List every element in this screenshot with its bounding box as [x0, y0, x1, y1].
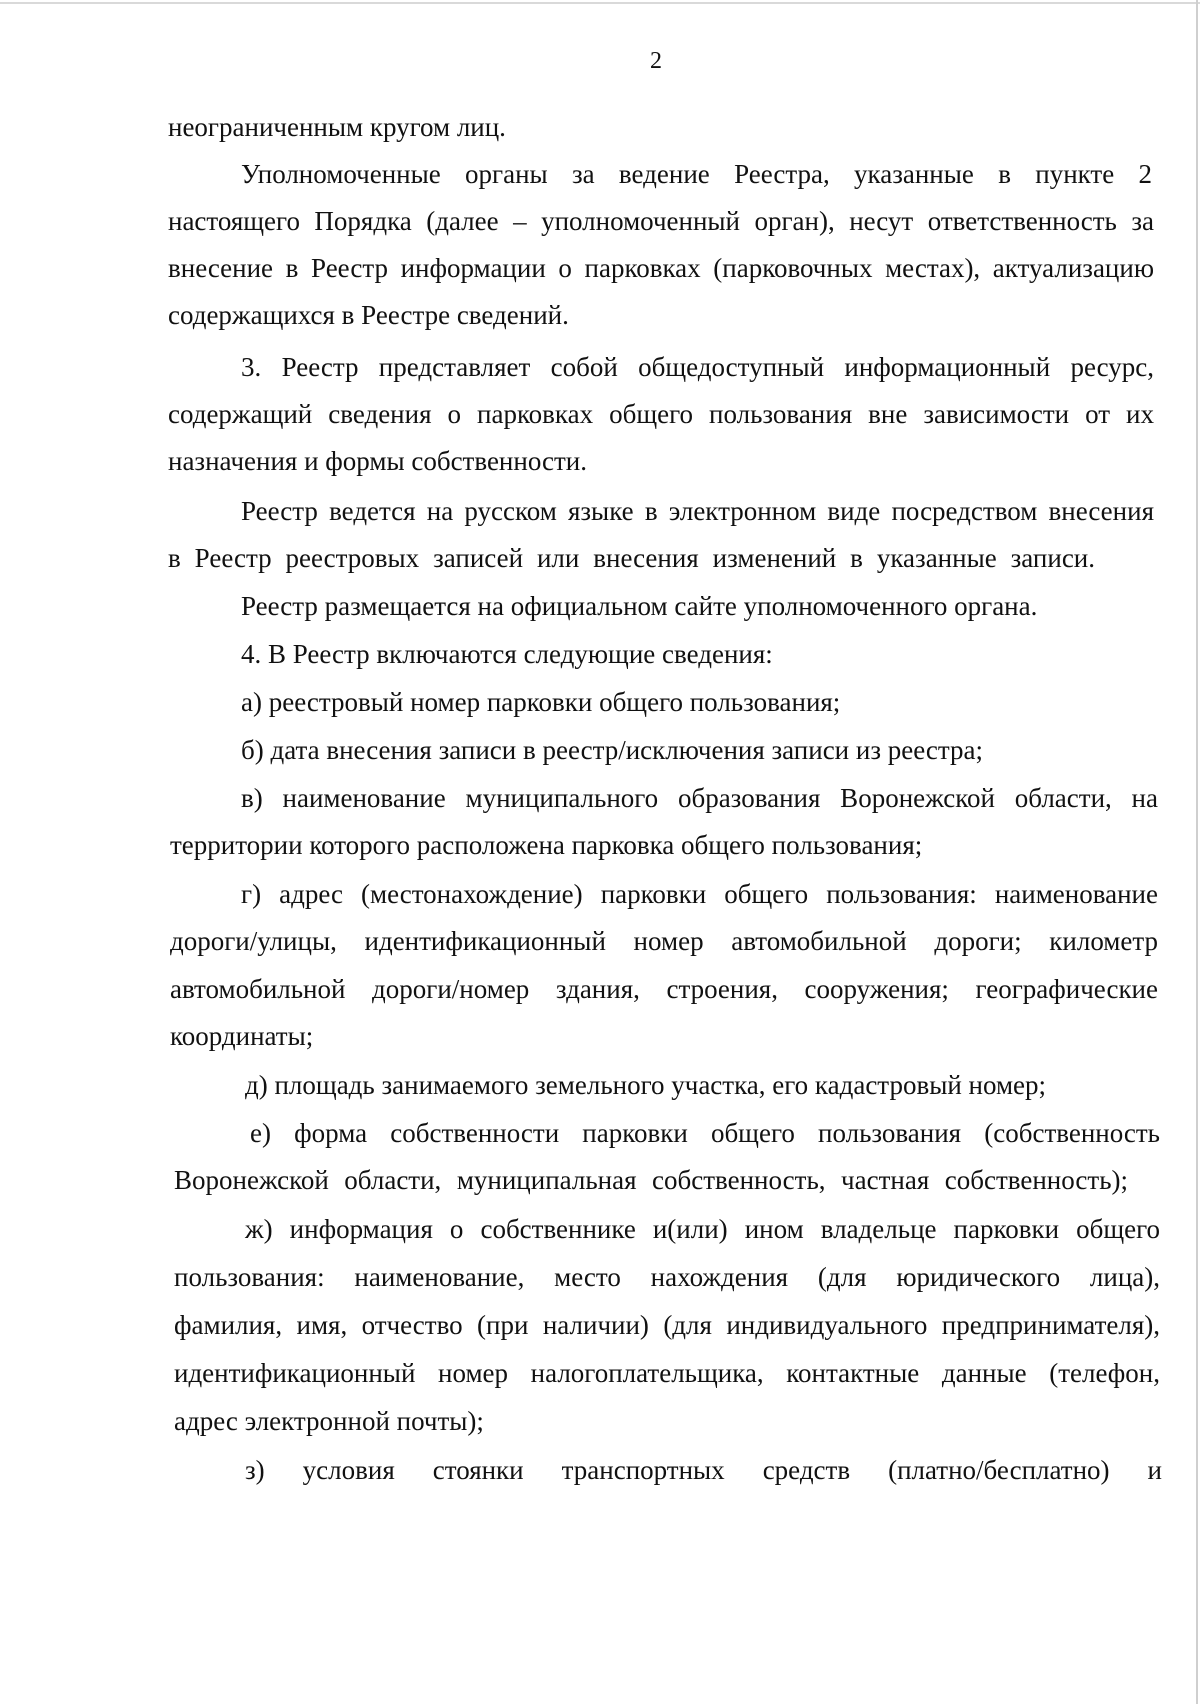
text-line: фамилия, имя, отчество (при наличии) (для индивидуального предпринимателя), — [174, 1310, 1160, 1340]
text-line: пользования: наименование, место нахождения (для юридического лица), — [174, 1262, 1160, 1292]
text-line: 3. Реестр представляет собой общедоступный информационный ресурс, — [241, 352, 1154, 382]
scan-edge-right — [1196, 0, 1198, 1704]
text-line: адрес электронной почты); — [174, 1406, 484, 1436]
text-line: г) адрес (местонахождение) парковки общего пользования: наименование — [241, 879, 1158, 909]
text-line: в) наименование муниципального образования Воронежской области, на — [241, 783, 1158, 813]
text-line: з) условия стоянки транспортных средств (платно/бесплатно) и — [245, 1455, 1162, 1485]
text-line: ж) информация о собственнике и(или) ином владельце парковки общего — [245, 1214, 1160, 1244]
text-line: содержащихся в Реестре сведений. — [168, 300, 569, 330]
text-line: неограниченным кругом лиц. — [168, 112, 506, 142]
text-line: идентификационный номер налогоплательщика, контактные данные (телефон, — [174, 1358, 1160, 1388]
text-line: содержащий сведения о парковках общего пользования вне зависимости от их — [168, 399, 1154, 429]
text-line: Уполномоченные органы за ведение Реестра, указанные в пункте 2 — [241, 159, 1152, 189]
text-line: внесение в Реестр информации о парковках (парковочных местах), актуализацию — [168, 253, 1154, 283]
text-line: настоящего Порядка (далее – уполномоченный орган), несут ответственность за — [168, 206, 1154, 236]
text-line: в Реестр реестровых записей или внесения изменений в указанные записи. — [168, 543, 1095, 573]
text-line: 4. В Реестр включаются следующие сведения: — [241, 639, 773, 669]
text-line: дороги/улицы, идентификационный номер автомобильной дороги; километр — [170, 926, 1158, 956]
text-line: Реестр размещается на официальном сайте уполномоченного органа. — [241, 591, 1038, 621]
text-line: а) реестровый номер парковки общего пользования; — [241, 687, 841, 717]
text-line: назначения и формы собственности. — [168, 446, 587, 476]
scan-edge-top — [0, 2, 1200, 4]
text-line: д) площадь занимаемого земельного участка, его кадастровый номер; — [245, 1070, 1047, 1100]
text-line: координаты; — [170, 1021, 314, 1051]
text-line: территории которого расположена парковка общего пользования; — [170, 830, 923, 860]
text-line: б) дата внесения записи в реестр/исключения записи из реестра; — [241, 735, 983, 765]
text-line: автомобильной дороги/номер здания, строения, сооружения; географические — [170, 974, 1158, 1004]
page-number: 2 — [650, 48, 662, 74]
text-line: Воронежской области, муниципальная собственность, частная собственность); — [174, 1165, 1128, 1195]
text-line: Реестр ведется на русском языке в электронном виде посредством внесения — [241, 496, 1154, 526]
text-line: е) форма собственности парковки общего пользования (собственность — [250, 1118, 1160, 1148]
